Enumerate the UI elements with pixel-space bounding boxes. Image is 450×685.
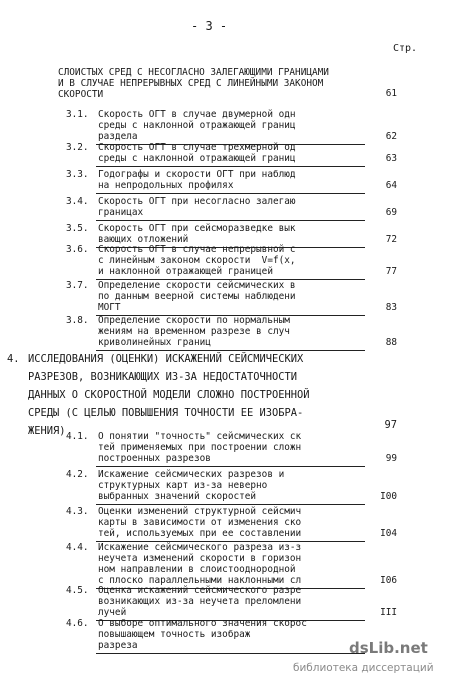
toc-entry-number: 4.4. [66, 542, 89, 553]
leader-rule [96, 504, 365, 505]
leader-rule [96, 653, 365, 654]
toc-entry-line: лучей [98, 607, 127, 618]
toc-entry-line: с плоско параллельными наклонными сл [98, 575, 302, 586]
toc-entry-number: 4.1. [66, 431, 89, 442]
leader-rule [96, 220, 365, 221]
toc-entry-line: Оценки изменений структурной сейсмич [98, 506, 302, 517]
section-4-page: 97 [384, 419, 397, 431]
toc-entry-line: МОГТ [98, 302, 121, 313]
toc-entry-line: Скорость ОГТ при несогласно залегаю [98, 196, 296, 207]
column-header-pages: Стр. [393, 43, 418, 54]
toc-entry-page: 88 [385, 337, 397, 348]
toc-entry-line: с линейным законом скорости V=f(x, [98, 255, 296, 266]
toc-entry-number: 4.6. [66, 618, 89, 629]
section-4-line: ДАННЫХ О СКОРОСТНОЙ МОДЕЛИ СЛОЖНО ПОСТРОЕННОЙ [28, 389, 310, 401]
toc-entry-page: 69 [385, 207, 397, 218]
toc-entry-line: Оценка искажений сейсмического разре [98, 585, 302, 596]
toc-entry-page: 63 [385, 153, 397, 164]
toc-entry-line: Определение скорости по нормальным [98, 315, 290, 326]
section-4-line: СРЕДЫ (С ЦЕЛЬЮ ПОВЫШЕНИЯ ТОЧНОСТИ ЕЕ ИЗОБРА- [28, 407, 304, 419]
toc-entry-page: III [380, 607, 397, 618]
toc-entry-line: ном направлении в слоистооднородной [98, 564, 296, 575]
toc-entry-page: 64 [385, 180, 397, 191]
toc-entry-page: I06 [380, 575, 397, 586]
toc-entry-number: 3.7. [66, 280, 89, 291]
toc-entry-page: I04 [380, 528, 397, 539]
toc-entry-line: среды с наклонной отражающей границ [98, 120, 296, 131]
toc-entry-line: Скорость ОГТ в случае непрерывной с [98, 244, 296, 255]
toc-entry-line: криволинейных границ [98, 337, 211, 348]
toc-entry-line: О понятии "точность" сейсмических ск [98, 431, 302, 442]
toc-entry-line: О выборе оптимального значения скорос [98, 618, 307, 629]
toc-entry-line: и наклонной отражающей границей [98, 266, 273, 277]
toc-entry-line: вающих отложений [98, 234, 189, 245]
toc-entry-line: Скорость ОГТ в случае двумерной одн [98, 109, 296, 120]
toc-entry-line: разреза [98, 640, 138, 651]
section-4-line: ИССЛЕДОВАНИЯ (ОЦЕНКИ) ИСКАЖЕНИЙ СЕЙСМИЧЕСКИХ [28, 353, 304, 365]
toc-entry-page: I00 [380, 491, 397, 502]
toc-entry-line: неучета изменений скорости в горизон [98, 553, 302, 564]
toc-entry-page: 83 [385, 302, 397, 313]
toc-entry-line: тей, используемых при ее составлении [98, 528, 302, 539]
toc-entry-line: структурных карт из-за неверно [98, 480, 268, 491]
page-number: - 3 - [191, 19, 228, 33]
toc-entry-number: 3.3. [66, 169, 89, 180]
toc-entry-number: 3.5. [66, 223, 89, 234]
section-4-line: РАЗРЕЗОВ, ВОЗНИКАЮЩИХ ИЗ-ЗА НЕДОСТАТОЧНОСТИ [28, 371, 297, 383]
toc-entry-line: выбранных значений скоростей [98, 491, 257, 502]
toc-entry-page: 72 [385, 234, 397, 245]
toc-entry-line: построенных разрезов [98, 453, 211, 464]
toc-entry-line: Скорость ОГТ при сейсморазведке вык [98, 223, 296, 234]
leader-rule [96, 166, 365, 167]
toc-entry-line: тей применяемых при построении сложн [98, 442, 302, 453]
toc-entry-number: 3.2. [66, 142, 89, 153]
toc-entry-line: Искажение сейсмического разреза из-з [98, 542, 302, 553]
intro-line: СКОРОСТИ [58, 89, 104, 100]
toc-entry-line: Годографы и скорости ОГТ при наблюд [98, 169, 296, 180]
intro-line: СЛОИСТЫХ СРЕД С НЕСОГЛАСНО ЗАЛЕГАЮЩИМИ ГРАНИЦАМИ [58, 67, 329, 78]
toc-entry-line: Скорость ОГТ в случае трехмерной од [98, 142, 296, 153]
toc-entry-line: по данным веерной системы наблюдени [98, 291, 296, 302]
intro-page: 61 [385, 88, 397, 99]
toc-entry-number: 3.6. [66, 244, 89, 255]
toc-entry-number: 3.8. [66, 315, 89, 326]
toc-entry-number: 3.1. [66, 109, 89, 120]
toc-entry-line: на непродольных профилях [98, 180, 234, 191]
toc-entry-line: Искажение сейсмических разрезов и [98, 469, 285, 480]
toc-entry-number: 3.4. [66, 196, 89, 207]
leader-rule [96, 193, 365, 194]
toc-entry-line: раздела [98, 131, 138, 142]
toc-entry-number: 4.5. [66, 585, 89, 596]
section-4-line: ЖЕНИЯ) [28, 425, 66, 437]
leader-rule [96, 466, 365, 467]
toc-entry-page: 77 [385, 266, 397, 277]
intro-line: И В СЛУЧАЕ НЕПРЕРЫВНЫХ СРЕД С ЛИНЕЙНЫМИ ЗАКОНОМ [58, 78, 324, 89]
section-4-number: 4. [7, 353, 20, 365]
toc-entry-line: среды с наклонной отражающей границ [98, 153, 296, 164]
toc-entry-number: 4.2. [66, 469, 89, 480]
toc-entry-line: карты в зависимости от изменения ско [98, 517, 302, 528]
toc-entry-line: Определение скорости сейсмических в [98, 280, 296, 291]
toc-entry-line: границах [98, 207, 144, 218]
toc-entry-line: повышающем точность изображ [98, 629, 251, 640]
watermark-subtitle: библиотека диссертаций [293, 662, 434, 674]
toc-entry-number: 4.3. [66, 506, 89, 517]
toc-entry-line: возникающих из-за неучета преломлени [98, 596, 302, 607]
toc-entry-page: 99 [385, 453, 397, 464]
watermark-logo: dsLib.net [349, 639, 428, 657]
toc-entry-page: 62 [385, 131, 397, 142]
toc-entry-line: жениям на временном разрезе в случ [98, 326, 290, 337]
